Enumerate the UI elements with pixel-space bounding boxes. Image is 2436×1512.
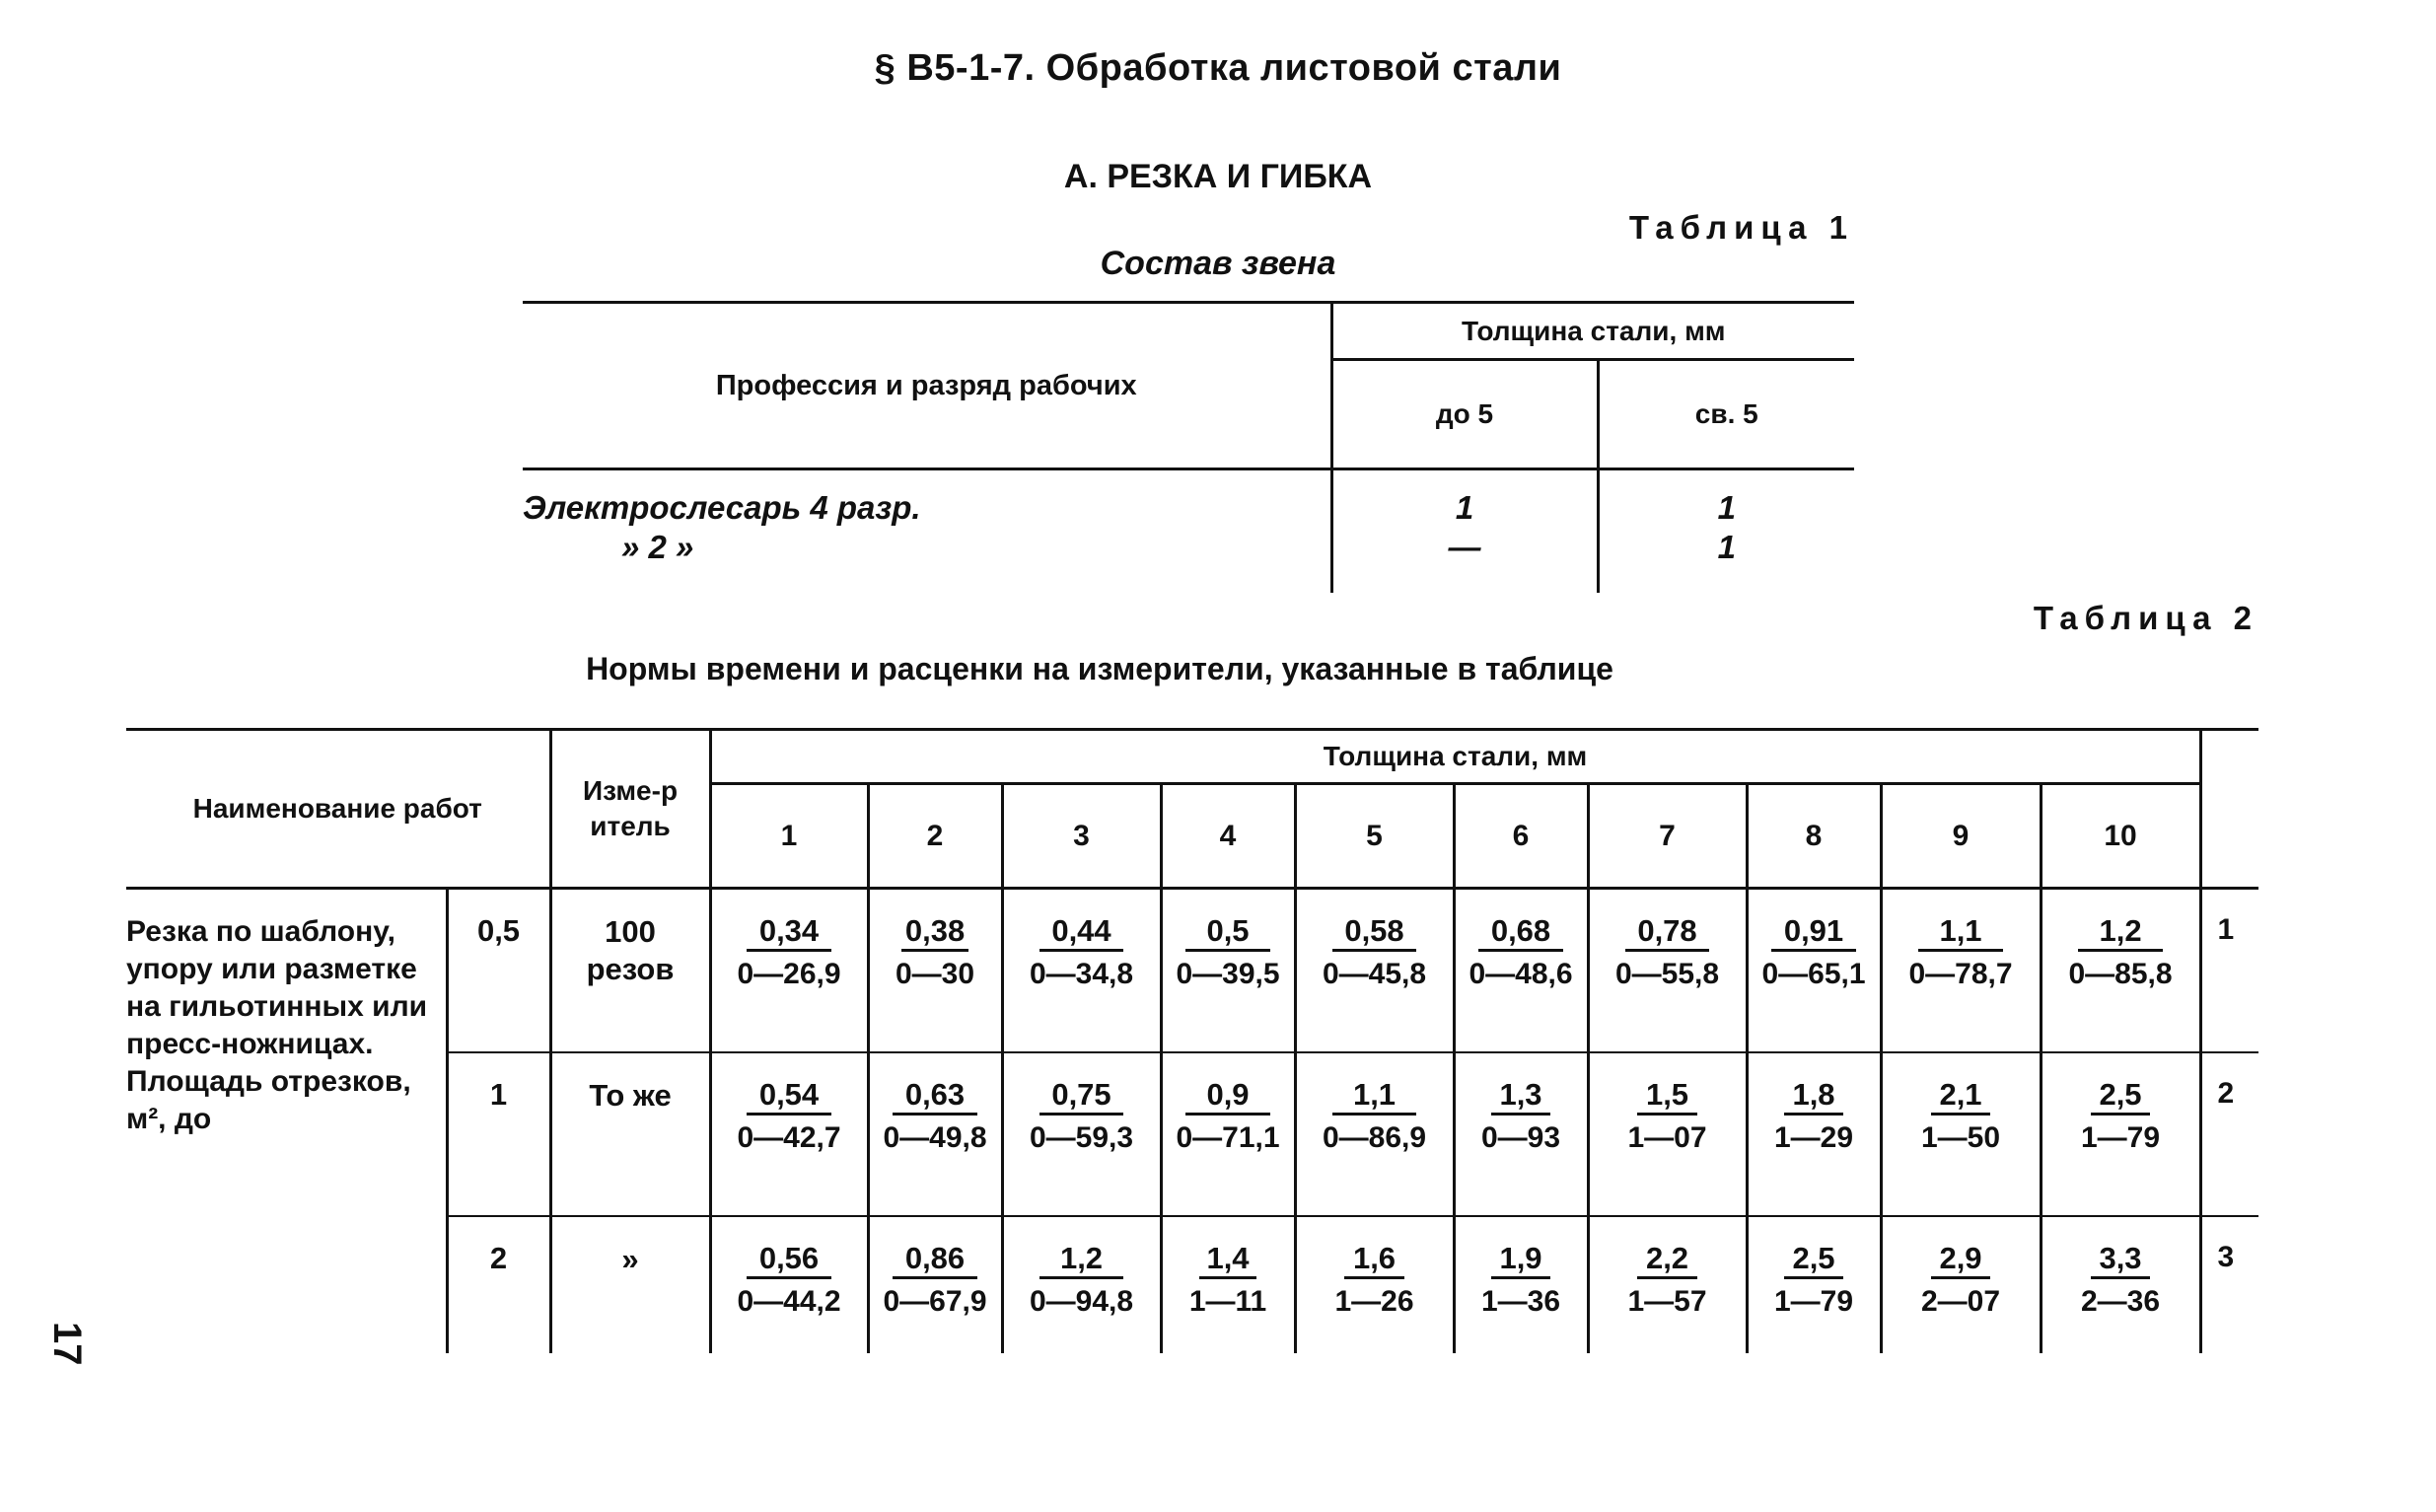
header-thickness-9: 9 [1881,784,2041,889]
time-norm: 0,56 [747,1241,830,1279]
profession-cell [523,469,1331,594]
norm-cell [1161,889,1295,1053]
time-norm: 1,9 [1491,1241,1550,1279]
norm-fraction [2081,1241,2160,1321]
norm-fraction [737,1241,840,1321]
area-cell: 1 [447,1052,550,1216]
meter-text: » [621,1242,639,1276]
price-rate: 0—39,5 [1176,958,1280,990]
table-row [126,889,2258,1053]
norm-cell [1295,1216,1454,1353]
price-rate: 0—78,7 [1908,958,2013,990]
profession-row-2: » 2 » [621,529,694,565]
norm-cell [1454,889,1588,1053]
header-meter-text: Изме-ритель [582,775,679,841]
header-thickness-6: 6 [1454,784,1588,889]
norm-cell [1747,1052,1881,1216]
meter-cell [550,1052,710,1216]
norm-cell [868,889,1002,1053]
header-thickness-10: 10 [2041,784,2200,889]
norm-cell [1881,1052,2041,1216]
price-rate: 2—07 [1920,1285,2001,1318]
meter-cell [550,889,710,1053]
table1-label: Таблица 1 [1628,209,1854,246]
norm-cell [1161,1216,1295,1353]
price-rate: 0—45,8 [1322,958,1427,990]
time-norm: 0,44 [1039,913,1123,952]
price-rate: 1—57 [1627,1285,1707,1318]
time-norm: 2,5 [2091,1077,2150,1116]
header-thickness: Толщина стали, мм [710,730,2200,784]
col-over-5-cell [1598,469,1854,594]
price-rate: 1—26 [1334,1285,1414,1318]
norm-fraction [1176,1077,1279,1157]
header-thickness: Толщина стали, мм [1331,303,1854,360]
subsection-title: А. РЕЗКА И ГИБКА [1063,158,1373,195]
norm-fraction [1176,913,1279,993]
norm-fraction [1921,1077,2000,1157]
header-thickness-4: 4 [1161,784,1295,889]
price-rate: 0—49,8 [883,1121,987,1154]
norm-fraction [883,1077,986,1157]
price-rate: 0—42,7 [737,1121,841,1154]
time-norms-table [126,728,2258,1353]
norm-cell [2041,1052,2200,1216]
price-rate: 0—30 [895,958,975,990]
header-profession: Профессия и разряд рабочих [523,303,1331,469]
meter-text: То же [589,1078,672,1113]
price-rate: 0—85,8 [2068,958,2173,990]
price-rate: 0—59,3 [1029,1121,1134,1154]
norm-cell [1881,1216,2041,1353]
norm-fraction [1323,1077,1426,1157]
price-rate: 0—71,1 [1176,1121,1280,1154]
table-row [126,1052,2258,1216]
time-norm: 0,34 [747,913,830,952]
norm-fraction [1481,1077,1560,1157]
norm-cell [1002,1052,1161,1216]
norm-cell [1881,889,2041,1053]
norm-fraction [1030,913,1133,993]
norm-cell [2041,1216,2200,1353]
norm-cell [868,1052,1002,1216]
norm-cell [1588,1216,1747,1353]
col-up-to-5-cell [1331,469,1598,594]
crew-composition-table [523,301,1854,593]
norm-fraction [1627,1241,1706,1321]
price-rate: 0—86,9 [1322,1121,1427,1154]
price-rate: 0—44,2 [737,1285,841,1318]
profession-row-1: Электрослесарь 4 разр. [523,489,921,526]
norm-cell [1161,1052,1295,1216]
norm-cell [1747,1216,1881,1353]
norm-fraction [892,913,978,993]
time-norm: 1,2 [1039,1241,1123,1279]
row-number: 3 [2200,1216,2258,1353]
count-row-2-over-5: 1 [1717,529,1736,565]
time-norm: 0,91 [1771,913,1855,952]
meter-text: 100 резов [586,914,675,986]
price-rate: 2—36 [2080,1285,2161,1318]
section-title: § В5-1-7. Обработка листовой стали [874,47,1562,89]
time-norm: 1,6 [1344,1241,1403,1279]
header-thickness-2: 2 [868,784,1002,889]
norm-cell [1002,889,1161,1053]
header-row-number [2200,730,2258,889]
time-norm: 1,2 [2078,913,2162,952]
time-norm: 1,3 [1491,1077,1550,1116]
norm-cell [1454,1052,1588,1216]
header-meter [550,730,710,889]
header-thickness-3: 3 [1002,784,1161,889]
price-rate: 1—50 [1920,1121,2001,1154]
time-norm: 2,5 [1784,1241,1843,1279]
price-rate: 1—07 [1627,1121,1707,1154]
norm-cell [1295,1052,1454,1216]
norm-fraction [1189,1241,1266,1321]
time-norm: 1,5 [1637,1077,1696,1116]
time-norm: 0,75 [1039,1077,1123,1116]
time-norm: 0,5 [1185,913,1269,952]
meter-cell [550,1216,710,1353]
time-norm: 0,63 [893,1077,976,1116]
norm-cell [710,1052,868,1216]
norm-fraction [1774,1077,1853,1157]
table1-caption: Состав звена [1100,245,1336,282]
header-thickness-7: 7 [1588,784,1747,889]
table2-label: Таблица 2 [2033,600,2258,636]
norm-cell [1295,889,1454,1053]
norm-fraction [1469,913,1572,993]
count-row-2-up-to-5: — [1448,529,1481,565]
price-rate: 0—34,8 [1029,958,1134,990]
norm-cell [868,1216,1002,1353]
price-rate: 1—29 [1773,1121,1854,1154]
norm-cell [1002,1216,1161,1353]
header-thickness-5: 5 [1295,784,1454,889]
price-rate: 0—26,9 [737,958,841,990]
norm-cell [710,889,868,1053]
norm-cell [1747,889,1881,1053]
header-thickness-8: 8 [1747,784,1881,889]
price-rate: 1—11 [1188,1285,1267,1318]
price-rate: 1—36 [1480,1285,1561,1318]
area-cell: 0,5 [447,889,550,1053]
norm-fraction [1030,1077,1133,1157]
count-row-1-up-to-5: 1 [1455,489,1474,526]
price-rate: 0—65,1 [1761,958,1866,990]
norm-fraction [737,1077,840,1157]
norm-fraction [1921,1241,2000,1321]
time-norm: 3,3 [2091,1241,2150,1279]
norm-cell [1454,1216,1588,1353]
table-row [126,1216,2258,1353]
norm-fraction [1761,913,1865,993]
time-norm: 2,9 [1931,1241,1990,1279]
time-norm: 0,54 [747,1077,830,1116]
norm-fraction [1615,913,1719,993]
norm-cell [2041,889,2200,1053]
time-norm: 0,68 [1478,913,1562,952]
time-norm: 0,78 [1625,913,1709,952]
norm-fraction [1030,1241,1133,1321]
norm-cell [1588,1052,1747,1216]
count-row-1-over-5: 1 [1717,489,1736,526]
price-rate: 0—93 [1480,1121,1561,1154]
norm-fraction [1481,1241,1560,1321]
norm-fraction [1908,913,2012,993]
header-col-up-to-5: до 5 [1331,360,1598,469]
page-number: 17 [45,1322,89,1366]
row-number: 2 [2200,1052,2258,1216]
time-norm: 0,58 [1332,913,1416,952]
norm-fraction [1627,1077,1706,1157]
norm-cell [1588,889,1747,1053]
norm-fraction [883,1241,986,1321]
row-number: 1 [2200,889,2258,1053]
norm-fraction [2081,1077,2160,1157]
price-rate: 0—48,6 [1469,958,1573,990]
time-norm: 1,8 [1784,1077,1843,1116]
norm-fraction [737,913,840,993]
work-description: Резка по шаблону, упору или разметке на гильотинных или пресс-ножницах. Площадь отрезков, м², до [126,915,428,1135]
norm-cell [710,1216,868,1353]
norm-fraction [2068,913,2172,993]
time-norm: 2,1 [1931,1077,1990,1116]
table2-caption: Нормы времени и расценки на измерители, указанные в таблице [586,651,1613,686]
norm-fraction [1334,1241,1413,1321]
price-rate: 0—55,8 [1614,958,1720,990]
area-cell: 2 [447,1216,550,1353]
price-rate: 1—79 [2080,1121,2161,1154]
norm-fraction [1323,913,1426,993]
work-description-continued [126,1216,447,1353]
time-norm: 0,38 [901,913,968,952]
header-thickness-1: 1 [710,784,868,889]
price-rate: 0—94,8 [1029,1285,1134,1318]
time-norm: 1,4 [1199,1241,1256,1279]
time-norm: 1,1 [1332,1077,1416,1116]
time-norm: 0,86 [893,1241,976,1279]
time-norm: 1,1 [1918,913,2002,952]
time-norm: 0,9 [1185,1077,1269,1116]
time-norm: 2,2 [1637,1241,1696,1279]
price-rate: 1—79 [1773,1285,1854,1318]
norm-fraction [1774,1241,1853,1321]
price-rate: 0—67,9 [883,1285,987,1318]
header-col-over-5: св. 5 [1598,360,1854,469]
header-work-name: Наименование работ [126,730,550,889]
